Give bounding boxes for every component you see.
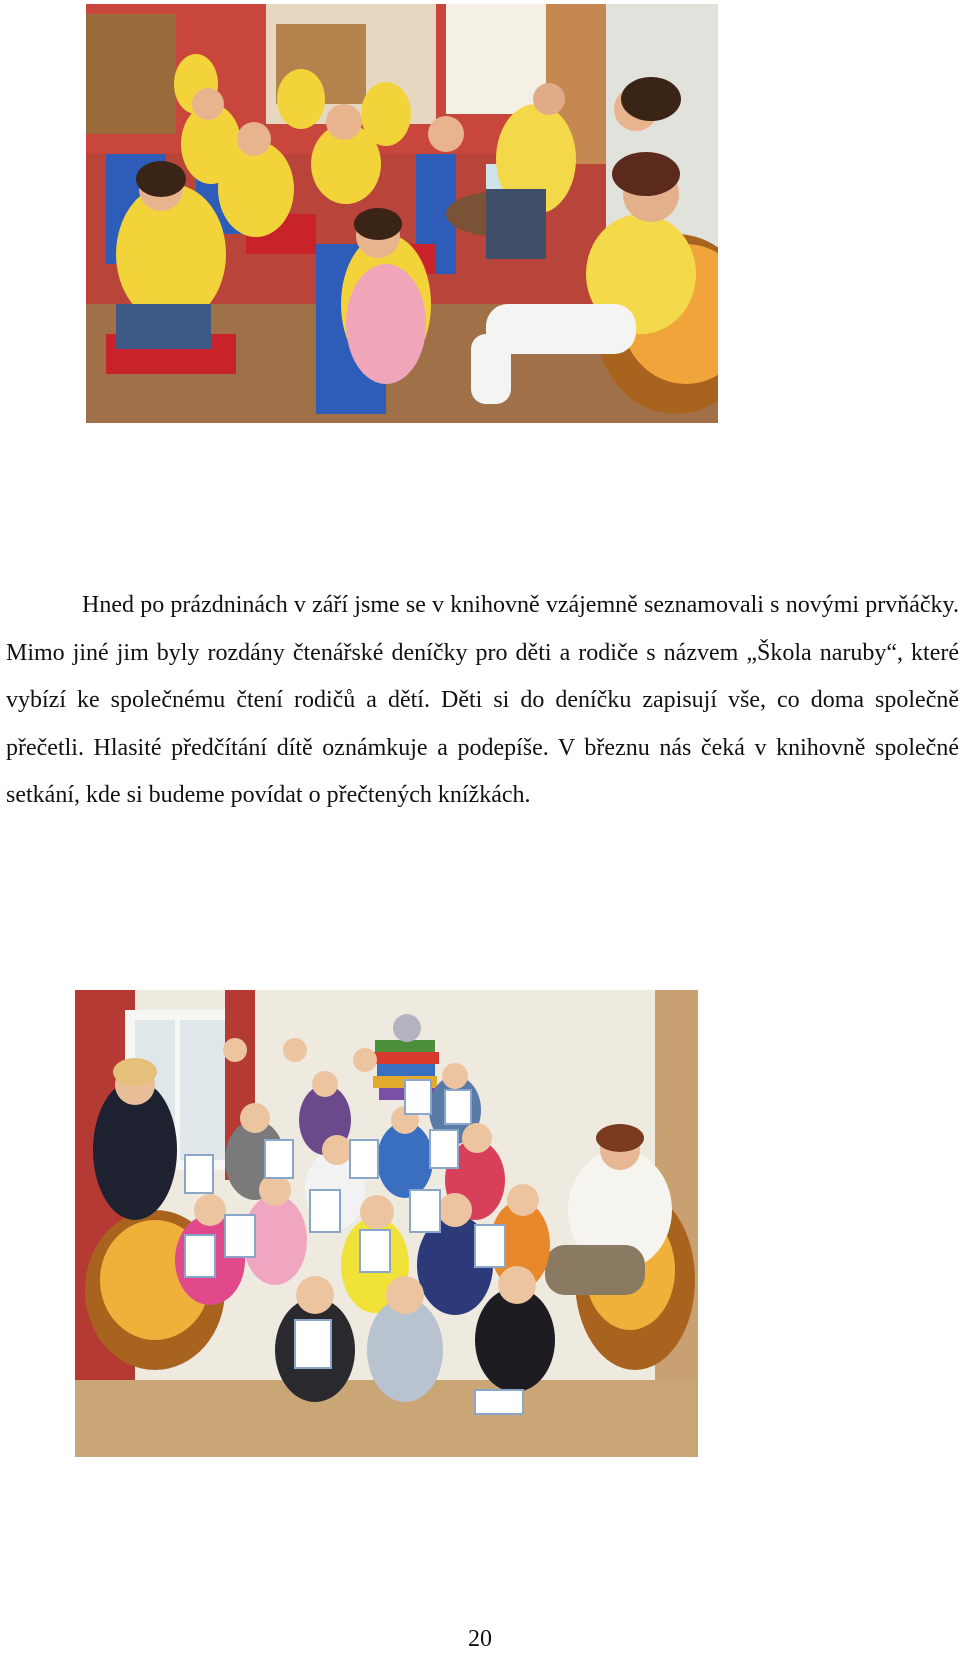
page-number: 20 [468,1626,492,1652]
first-graders-group-photo [75,990,698,1457]
library-reading-session-photo [86,4,718,423]
body-paragraph: Hned po prázdninách v září jsme se v knihovně vzájemně seznamovali s novými prvňáčky. Mimo jiné jim byly rozdány čtenářské deníčky pro děti a rodiče s názvem „Škola naruby“, které vybízí ke společnému čtení rodičů a dětí. Děti si do deníčku zapisují vše, co doma společně přečetli. Hlasité předčítání dítě oznámkuje a podepíše. V březnu nás čeká v knihovně společné setkání, kde si budeme povídat o přečtených knížkách. [6,592,959,808]
